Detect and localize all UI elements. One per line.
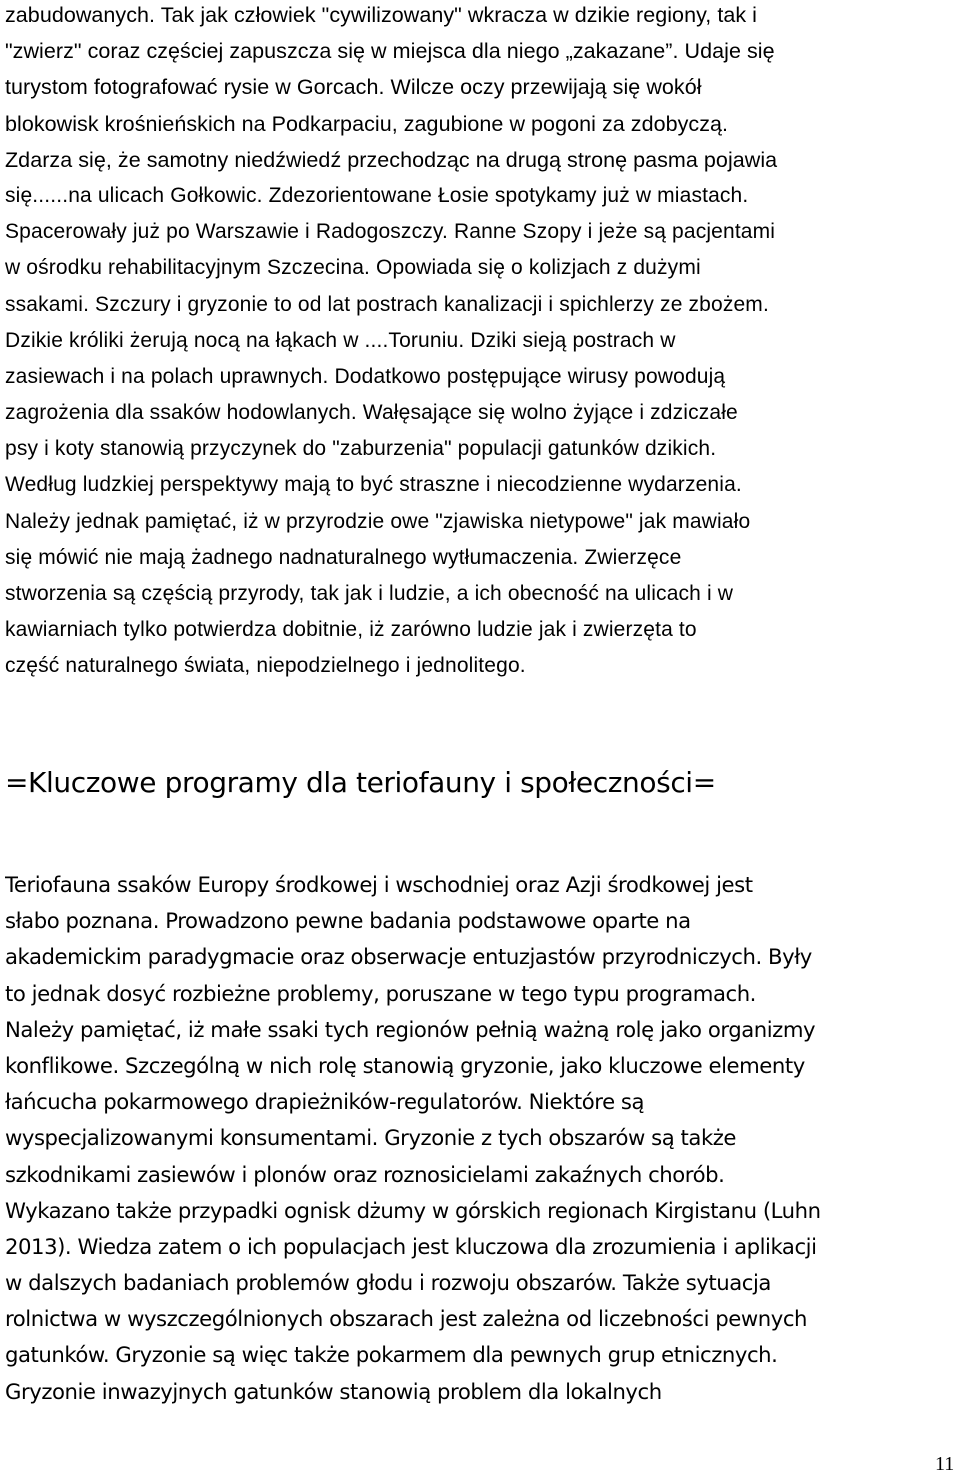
paragraph-line: część naturalnego świata, niepodzielnego i jednolitego.: [5, 654, 526, 678]
paragraph-line: Teriofauna ssaków Europy środkowej i wschodniej oraz Azji środkowej jest: [5, 872, 753, 897]
section-heading: =Kluczowe programy dla teriofauny i społeczności=: [5, 766, 716, 799]
paragraph-line: Według ludzkiej perspektywy mają to być straszne i niecodzienne wydarzenia.: [5, 473, 742, 497]
paragraph-line: gatunków. Gryzonie są więc także pokarmem dla pewnych grup etnicznych.: [5, 1342, 778, 1368]
paragraph-line: Wykazano także przypadki ognisk dżumy w górskich regionach Kirgistanu (Luhn: [5, 1197, 821, 1223]
paragraph-line: się......na ulicach Gołkowic. Zdezorientowane Łosie spotykamy już w miastach.: [5, 183, 749, 207]
opening-paragraph: [5, 0, 955, 685]
paragraph-line: rolnictwa w wyszczególnionych obszarach jest zależna od liczebności pewnych: [5, 1306, 808, 1332]
paragraph-line: Zdarza się, że samotny niedźwiedź przechodząc na drugą stronę pasma pojawia: [5, 147, 778, 172]
paragraph-line: konflikowe. Szczególną w nich rolę stanowią gryzonie, jako kluczowe elementy: [5, 1052, 805, 1078]
paragraph-line: w ośrodku rehabilitacyjnym Szczecina. Opowiada się o kolizjach z dużymi: [5, 256, 701, 280]
paragraph-line: 2013). Wiedza zatem o ich populacjach jest kluczowa dla zrozumienia i aplikacji: [5, 1233, 817, 1259]
paragraph-line: "zwierz" coraz częściej zapuszcza się w miejsca dla niego „zakazane”. Udaje się: [5, 39, 775, 64]
paragraph-line: słabo poznana. Prowadzono pewne badania podstawowe oparte na: [5, 908, 691, 934]
paragraph-line: to jednak dosyć rozbieżne problemy, poruszane w tego typu programach.: [5, 980, 756, 1006]
paragraph-line: szkodnikami zasiewów i plonów oraz roznosicielami zakaźnych chorób.: [5, 1161, 725, 1187]
paragraph-line: Spacerowały już po Warszawie i Radogoszczy. Ranne Szopy i jeże są pacjentami: [5, 220, 776, 244]
page-number: 11: [935, 1453, 955, 1475]
paragraph-line: się mówić nie mają żadnego nadnaturalnego wytłumaczenia. Zwierzęce: [5, 545, 682, 569]
paragraph-line: Należy pamiętać, iż małe ssaki tych regionów pełnią ważną rolę jako organizmy: [5, 1016, 816, 1042]
paragraph-line: stworzenia są częścią przyrody, tak jak i ludzie, a ich obecność na ulicach i w: [5, 582, 734, 605]
paragraph-line: kawiarniach tylko potwierdza dobitnie, iż zarówno ludzie jak i zwierzęta to: [5, 618, 697, 642]
paragraph-line: zagrożenia dla ssaków hodowlanych. Wałęsające się wolno żyjące i zdziczałe: [5, 401, 738, 425]
paragraph-line: zabudowanych. Tak jak człowiek "cywilizowany" wkracza w dzikie regiony, tak i: [5, 3, 758, 27]
paragraph-line: zasiewach i na polach uprawnych. Dodatkowo postępujące wirusy powodują: [5, 364, 726, 388]
paragraph-line: Należy jednak pamiętać, iż w przyrodzie owe "zjawiska nietypowe" jak mawiało: [5, 509, 751, 533]
paragraph-line: w dalszych badaniach problemów głodu i rozwoju obszarów. Także sytuacja: [5, 1270, 771, 1296]
key-programs-paragraph: [5, 867, 955, 1410]
paragraph-line: łańcucha pokarmowego drapieżników-regulatorów. Niektóre są: [5, 1089, 645, 1115]
paragraph-line: wyspecjalizowanymi konsumentami. Gryzonie z tych obszarów są także: [5, 1125, 737, 1151]
paragraph-line: Gryzonie inwazyjnych gatunków stanowią problem dla lokalnych: [5, 1378, 662, 1404]
paragraph-line: Dzikie króliki żerują nocą na łąkach w ....Toruniu. Dziki sieją postrach w: [5, 328, 676, 352]
paragraph-line: psy i koty stanowią przyczynek do "zaburzenia" populacji gatunków dzikich.: [5, 437, 717, 461]
paragraph-line: turystom fotografować rysie w Gorcach. Wilcze oczy przewijają się wokół: [5, 75, 702, 100]
paragraph-line: blokowisk krośnieńskich na Podkarpaciu, zagubione w pogoni za zdobyczą.: [5, 111, 729, 136]
paragraph-line: ssakami. Szczury i gryzonie to od lat postrach kanalizacji i spichlerzy ze zbożem.: [5, 292, 769, 316]
paragraph-line: akademickim paradygmacie oraz obserwacje entuzjastów przyrodniczych. Były: [5, 944, 812, 970]
